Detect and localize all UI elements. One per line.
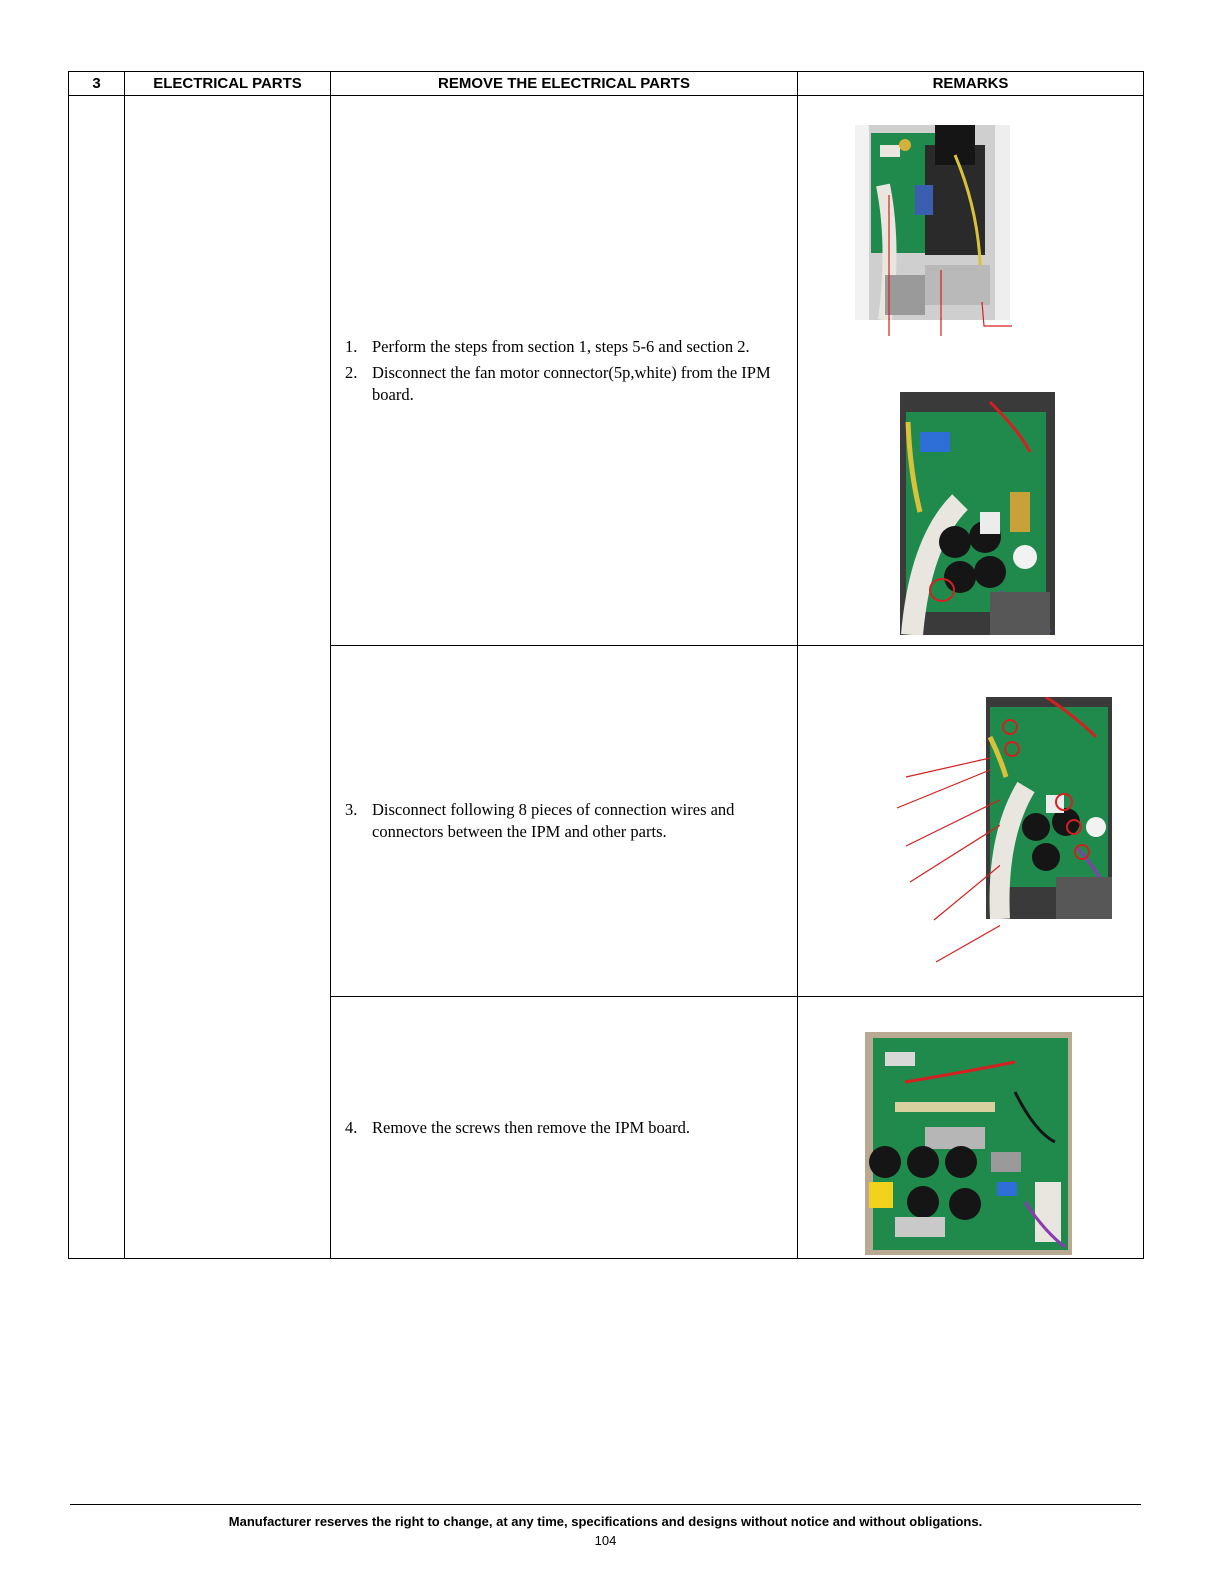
footer-rule [70,1504,1141,1505]
steps-list-1 [345,336,790,410]
footer-disclaimer: Manufacturer reserves the right to change, at any time, specifications and designs without notice and without obligations. [228,1514,983,1529]
section-number: 3 [92,75,101,92]
steps-list-3 [345,1117,790,1143]
steps-list-2 [345,799,790,847]
remarks-column-header: REMARKS [932,75,1009,92]
page-number: 104 [594,1533,617,1548]
ipm-connections-photo [986,697,1112,919]
step-item: 4. Remove the screws then remove the IPM board. [345,1118,690,1137]
ipm-board-installed-photo [900,392,1055,635]
step-item: 1. Perform the steps from section 1, steps 5-6 and section 2. [345,337,750,356]
electrical-box-photo [855,125,1010,320]
step-item: 2. Disconnect the fan motor connector(5p,white) from the IPM board. [345,363,771,404]
callout-lines-2 [840,740,1000,970]
procedure-column-header: REMOVE THE ELECTRICAL PARTS [438,75,690,92]
section-title: ELECTRICAL PARTS [153,75,302,92]
step-item: 3. Disconnect following 8 pieces of connection wires and connectors between the IPM and other parts. [345,800,735,841]
ipm-board-removed-photo [865,1032,1072,1255]
callout-lines-1 [880,300,1020,340]
